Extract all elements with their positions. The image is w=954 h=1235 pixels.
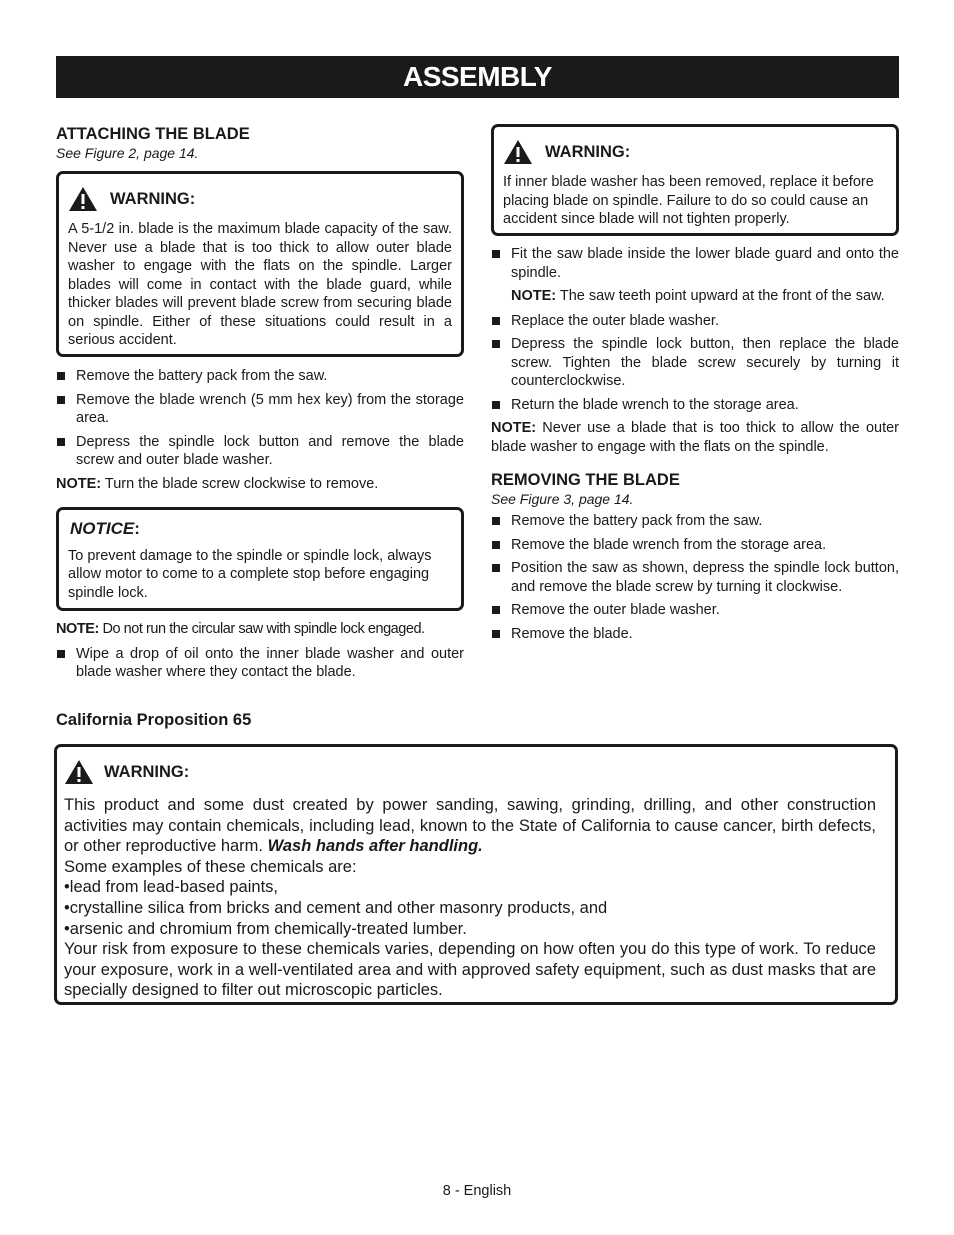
note-clockwise: NOTE: Turn the blade screw clockwise to remove. — [56, 475, 379, 492]
square-bullet-icon — [492, 401, 500, 409]
list-item: Wipe a drop of oil onto the inner blade washer and outer blade washer where they contact the blade. — [56, 645, 464, 682]
removing-heading: REMOVING THE BLADE — [491, 471, 680, 489]
figure-reference: See Figure 3, page 14. — [491, 491, 634, 507]
page-number: 8 - English — [442, 1183, 512, 1199]
square-bullet-icon — [57, 372, 65, 380]
note-saw-teeth: NOTE: The saw teeth point upward at the front of the saw. — [511, 288, 885, 304]
square-bullet-icon — [492, 541, 500, 549]
square-bullet-icon — [492, 340, 500, 348]
figure-reference: See Figure 2, page 14. — [56, 145, 199, 161]
square-bullet-icon — [492, 564, 500, 572]
warning-text: A 5-1/2 in. blade is the maximum blade capacity of the saw. Never use a blade that is too thick to allow outer blade washer to engage with the flats on the spindle. Larger blades will come in contact with the blade guard, while thicker blades will prevent blade screw from securing blade on spindle. Either of these situations could result in a serious accident. — [68, 221, 452, 348]
warning-label: WARNING: — [104, 762, 190, 781]
list-item: Depress the spindle lock button and remove the blade screw and outer blade washer. — [56, 433, 464, 470]
install-steps-list — [491, 245, 899, 414]
warning-label: WARNING: — [545, 142, 631, 161]
square-bullet-icon — [57, 438, 65, 446]
list-item: Remove the battery pack from the saw. — [491, 512, 899, 531]
warning-heading — [503, 139, 887, 165]
removal-steps-list — [56, 367, 464, 470]
blade-capacity-warning-box — [56, 171, 464, 357]
oil-step-list — [56, 645, 464, 682]
right-column — [491, 124, 899, 648]
list-item: Remove the outer blade washer. — [491, 601, 899, 620]
warning-heading — [68, 186, 452, 212]
list-item: Remove the blade wrench from the storage area. — [491, 536, 899, 555]
prop65-warning-box — [54, 744, 898, 1005]
prop65-heading: California Proposition 65 — [56, 711, 252, 729]
warning-text: If inner blade washer has been removed, replace it before placing blade on spindle. Failure to do so could cause an accident since blade will not tighten properly. — [503, 174, 874, 227]
section-banner — [56, 56, 899, 98]
square-bullet-icon — [492, 517, 500, 525]
left-column — [56, 124, 464, 687]
example-item: •crystalline silica from bricks and cement and other masonry products, and — [64, 898, 608, 917]
notice-box — [56, 507, 464, 611]
list-item: Fit the saw blade inside the lower blade guard and onto the spindle. NOTE: The saw teeth point upward at the front of the saw. — [491, 245, 899, 306]
square-bullet-icon — [492, 317, 500, 325]
list-item: Depress the spindle lock button, then replace the blade screw. Tighten the blade screw securely by turning it counterclockwise. — [491, 335, 899, 391]
attaching-heading: ATTACHING THE BLADE — [56, 125, 250, 143]
warning-triangle-icon — [503, 139, 533, 165]
removing-steps-list — [491, 512, 899, 643]
warning-heading — [64, 759, 876, 785]
warning-triangle-icon — [68, 186, 98, 212]
example-item: •lead from lead-based paints, — [64, 878, 278, 897]
square-bullet-icon — [492, 630, 500, 638]
list-item: Position the saw as shown, depress the spindle lock button, and remove the blade screw by turning it clockwise. — [491, 559, 899, 596]
prop65-paragraph: This product and some dust created by power sanding, sawing, grinding, drilling, and other construction activities may contain chemicals, including lead, known to the State of California to cause cancer, birth defects, or other reproductive harm. Wash hands after handling. — [64, 796, 876, 856]
list-item: Replace the outer blade washer. — [491, 312, 899, 331]
note-spindle-lock: NOTE: Do not run the circular saw with spindle lock engaged. — [56, 621, 425, 637]
list-item: Remove the blade wrench (5 mm hex key) from the storage area. — [56, 391, 464, 428]
list-item: Remove the blade. — [491, 625, 899, 644]
warning-triangle-icon — [64, 759, 94, 785]
notice-text: To prevent damage to the spindle or spindle lock, always allow motor to come to a complete stop before engaging spindle lock. — [68, 547, 432, 601]
list-item: Remove the battery pack from the saw. — [56, 367, 464, 386]
list-item: Return the blade wrench to the storage area. — [491, 396, 899, 415]
inner-washer-warning-box — [491, 124, 899, 236]
square-bullet-icon — [57, 396, 65, 404]
square-bullet-icon — [492, 250, 500, 258]
warning-label: WARNING: — [110, 189, 196, 208]
notice-heading: NOTICE: — [70, 519, 140, 538]
note-blade-thickness: NOTE: Never use a blade that is too thick to allow the outer blade washer to engage with the flats on the spindle. — [491, 420, 899, 455]
exposure-paragraph: Your risk from exposure to these chemicals varies, depending on how often you do this type of work. To reduce your exposure, work in a well-ventilated area and with approved safety equipment, such as dust masks that are specially designed to filter out microscopic particles. — [64, 940, 876, 1000]
examples-intro: Some examples of these chemicals are: — [64, 857, 357, 876]
square-bullet-icon — [492, 606, 500, 614]
example-item: •arsenic and chromium from chemically-treated lumber. — [64, 919, 467, 938]
page-title: ASSEMBLY — [402, 61, 552, 92]
square-bullet-icon — [57, 650, 65, 658]
